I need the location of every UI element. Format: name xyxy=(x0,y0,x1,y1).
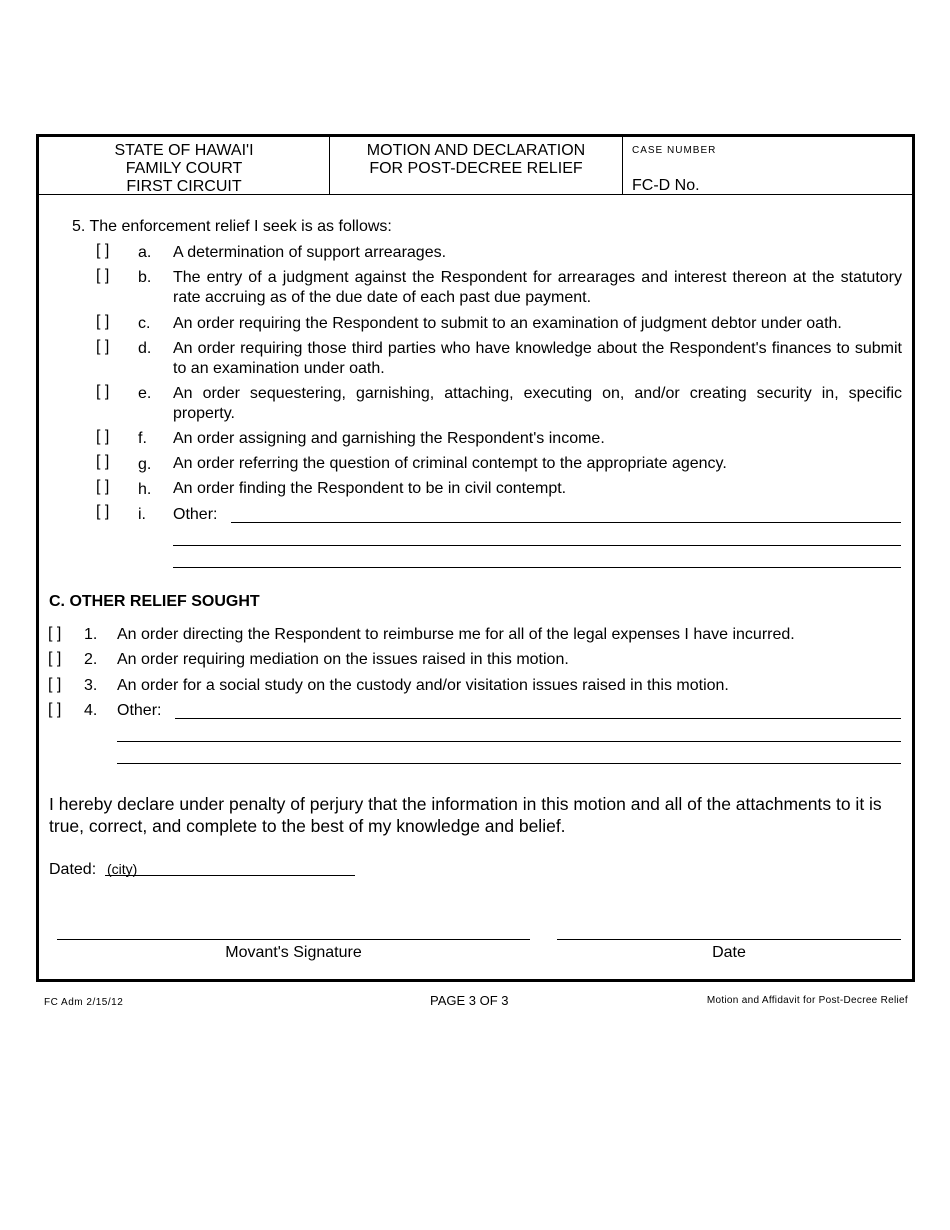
checkbox-c2[interactable]: [ ] xyxy=(48,650,62,667)
item-text-i-other: Other: xyxy=(173,506,218,523)
checkbox-c1[interactable]: [ ] xyxy=(48,625,62,642)
form-frame xyxy=(36,134,915,982)
checkbox-c4[interactable]: [ ] xyxy=(48,701,62,718)
item-text-c3: An order for a social study on the custody and/or visitation issues raised in this motion. xyxy=(117,677,729,694)
item-text-a: A determination of support arrearages. xyxy=(173,244,447,261)
checkbox-5i[interactable]: [ ] xyxy=(96,503,110,520)
checkbox-5g[interactable]: [ ] xyxy=(96,453,110,470)
item-num-c3: 3. xyxy=(84,677,98,694)
checkbox-5a[interactable]: [ ] xyxy=(96,242,110,259)
other-5i-line-2[interactable] xyxy=(173,545,901,546)
other-c4-line-2[interactable] xyxy=(117,741,901,742)
item-text-f: An order assigning and garnishing the Respondent's income. xyxy=(173,430,605,447)
item-text-h: An order finding the Respondent to be in civil contempt. xyxy=(173,480,567,497)
item-text-c: An order requiring the Respondent to submit to an examination of judgment debtor under oath. xyxy=(173,315,842,332)
item-letter-i: i. xyxy=(138,506,146,523)
court-line-3: FIRST CIRCUIT xyxy=(126,178,242,195)
section-5-intro: 5. The enforcement relief I seek is as follows: xyxy=(72,218,392,235)
other-5i-line-1[interactable] xyxy=(231,522,901,523)
item-num-c2: 2. xyxy=(84,651,98,668)
checkbox-5d[interactable]: [ ] xyxy=(96,338,110,355)
item-text-c1: An order directing the Respondent to reimburse me for all of the legal expenses I have incurred. xyxy=(117,626,795,643)
court-line-1: STATE OF HAWAI'I xyxy=(114,142,254,159)
footer-form-id: FC Adm 2/15/12 xyxy=(44,997,124,1008)
court-name-cell xyxy=(39,137,330,194)
item-letter-h: h. xyxy=(138,481,152,498)
item-text-g: An order referring the question of criminal contempt to the appropriate agency. xyxy=(173,455,727,472)
item-letter-e: e. xyxy=(138,385,152,402)
item-letter-g: g. xyxy=(138,456,152,473)
dated-line[interactable] xyxy=(105,875,355,876)
form-title-line-1: MOTION AND DECLARATION xyxy=(366,142,586,159)
movant-signature-line[interactable] xyxy=(57,939,530,940)
form-title-line-2: FOR POST-DECREE RELIEF xyxy=(369,160,583,177)
checkbox-5h[interactable]: [ ] xyxy=(96,478,110,495)
footer-form-title: Motion and Affidavit for Post-Decree Relief xyxy=(706,995,908,1006)
checkbox-5c[interactable]: [ ] xyxy=(96,313,110,330)
other-5i-line-3[interactable] xyxy=(173,567,901,568)
checkbox-5b[interactable]: [ ] xyxy=(96,267,110,284)
item-text-c4-other: Other: xyxy=(117,702,162,719)
item-letter-a: a. xyxy=(138,244,152,261)
date-signature-line[interactable] xyxy=(557,939,901,940)
checkbox-5e[interactable]: [ ] xyxy=(96,383,110,400)
form-header xyxy=(39,137,912,195)
item-text-e: An order sequestering, garnishing, attaching, executing on, and/or creating security in, specific property. xyxy=(173,385,902,422)
checkbox-c3[interactable]: [ ] xyxy=(48,676,62,693)
item-num-c1: 1. xyxy=(84,626,98,643)
item-text-c2: An order requiring mediation on the issues raised in this motion. xyxy=(117,651,569,668)
dated-label: Dated: xyxy=(49,861,97,878)
case-number-label: CASE NUMBER xyxy=(632,145,717,156)
item-letter-f: f. xyxy=(138,430,147,447)
item-letter-c: c. xyxy=(138,315,151,332)
item-letter-b: b. xyxy=(138,269,152,286)
date-label: Date xyxy=(712,944,746,961)
form-title-cell xyxy=(330,137,623,194)
other-c4-line-1[interactable] xyxy=(175,718,901,719)
case-number-prefix: FC-D No. xyxy=(632,177,700,194)
item-letter-d: d. xyxy=(138,340,152,357)
section-c-heading: C. OTHER RELIEF SOUGHT xyxy=(49,593,260,610)
item-text-b: The entry of a judgment against the Respondent for arrearages and interest thereon at the statutory rate accruing as of the due date of each past due payment. xyxy=(173,269,902,306)
item-text-d: An order requiring those third parties who have knowledge about the Respondent's finances to submit to an examination under oath. xyxy=(173,340,902,377)
movant-signature-label: Movant's Signature xyxy=(225,944,362,961)
dated-city-hint: (city) xyxy=(107,861,138,877)
footer-page-number: PAGE 3 OF 3 xyxy=(430,993,509,1008)
item-num-c4: 4. xyxy=(84,702,98,719)
checkbox-5f[interactable]: [ ] xyxy=(96,428,110,445)
court-line-2: FAMILY COURT xyxy=(125,160,243,177)
perjury-declaration: I hereby declare under penalty of perjury that the information in this motion and all of the attachments to it is true, correct, and complete to the best of my knowledge and belief. xyxy=(49,794,882,836)
case-number-cell[interactable] xyxy=(623,137,912,194)
other-c4-line-3[interactable] xyxy=(117,763,901,764)
